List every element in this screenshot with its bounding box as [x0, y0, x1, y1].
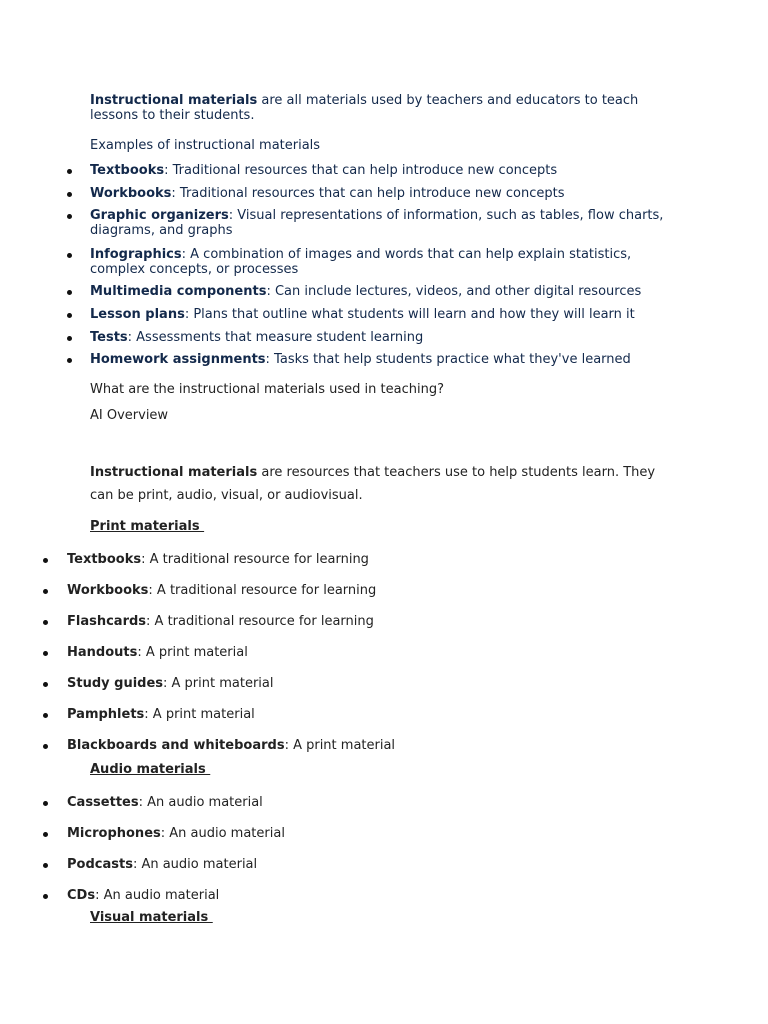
intro-paragraph — [90, 93, 680, 123]
list-item: Microphones: An audio material — [67, 826, 285, 841]
list-item: Workbooks: A traditional resource for learning — [67, 583, 377, 598]
bullet-icon — [67, 358, 72, 363]
visual-materials-heading: Visual materials — [90, 910, 213, 925]
bullet-icon — [43, 744, 48, 749]
audio-materials-heading: Audio materials — [90, 762, 211, 777]
bullet-icon — [67, 313, 72, 318]
list-item: Cassettes: An audio material — [67, 795, 263, 810]
list-item: Tests: Assessments that measure student learning — [90, 330, 424, 345]
bullet-icon — [67, 192, 72, 197]
bullet-icon — [43, 682, 48, 687]
list-item: Multimedia components: Can include lectures, videos, and other digital resources — [90, 284, 642, 299]
ai-overview-label: AI Overview — [90, 408, 169, 423]
list-item: Infographics: A combination of images and words that can help explain statistics, complex concepts, or processes — [90, 247, 632, 277]
intro-text: are all materials used by teachers and educators to teach lessons to their students. — [90, 93, 639, 123]
list-item: Blackboards and whiteboards: A print material — [67, 738, 396, 753]
list-item: Podcasts: An audio material — [67, 857, 258, 872]
print-materials-heading: Print materials — [90, 519, 205, 534]
examples-heading: Examples of instructional materials — [90, 138, 321, 153]
question-text: What are the instructional materials used in teaching? — [90, 382, 444, 397]
intro-term: Instructional materials — [90, 93, 258, 108]
overview-text: are resources that teachers use to help students learn. They can be print, audio, visual, or audiovisual. — [90, 465, 656, 503]
bullet-icon — [43, 832, 48, 837]
list-item: Textbooks: Traditional resources that can help introduce new concepts — [90, 163, 558, 178]
bullet-icon — [43, 863, 48, 868]
list-item: Textbooks: A traditional resource for learning — [67, 552, 369, 567]
bullet-icon — [67, 290, 72, 295]
bullet-icon — [43, 894, 48, 899]
bullet-icon — [67, 253, 72, 258]
bullet-icon — [43, 651, 48, 656]
bullet-icon — [43, 558, 48, 563]
list-item: Pamphlets: A print material — [67, 707, 255, 722]
list-item: Homework assignments: Tasks that help students practice what they've learned — [90, 352, 631, 367]
bullet-icon — [43, 620, 48, 625]
list-item: Workbooks: Traditional resources that can help introduce new concepts — [90, 186, 565, 201]
list-item: Graphic organizers: Visual representations of information, such as tables, flow charts, diagrams, and graphs — [90, 208, 664, 238]
list-item: Handouts: A print material — [67, 645, 248, 660]
list-item: Lesson plans: Plans that outline what students will learn and how they will learn it — [90, 307, 635, 322]
overview-term: Instructional materials — [90, 465, 258, 480]
list-item: Flashcards: A traditional resource for learning — [67, 614, 374, 629]
bullet-icon — [67, 336, 72, 341]
bullet-icon — [67, 169, 72, 174]
bullet-icon — [43, 589, 48, 594]
list-item: Study guides: A print material — [67, 676, 274, 691]
bullet-icon — [43, 801, 48, 806]
overview-paragraph — [90, 461, 680, 507]
list-item: CDs: An audio material — [67, 888, 220, 903]
bullet-icon — [43, 713, 48, 718]
bullet-icon — [67, 214, 72, 219]
